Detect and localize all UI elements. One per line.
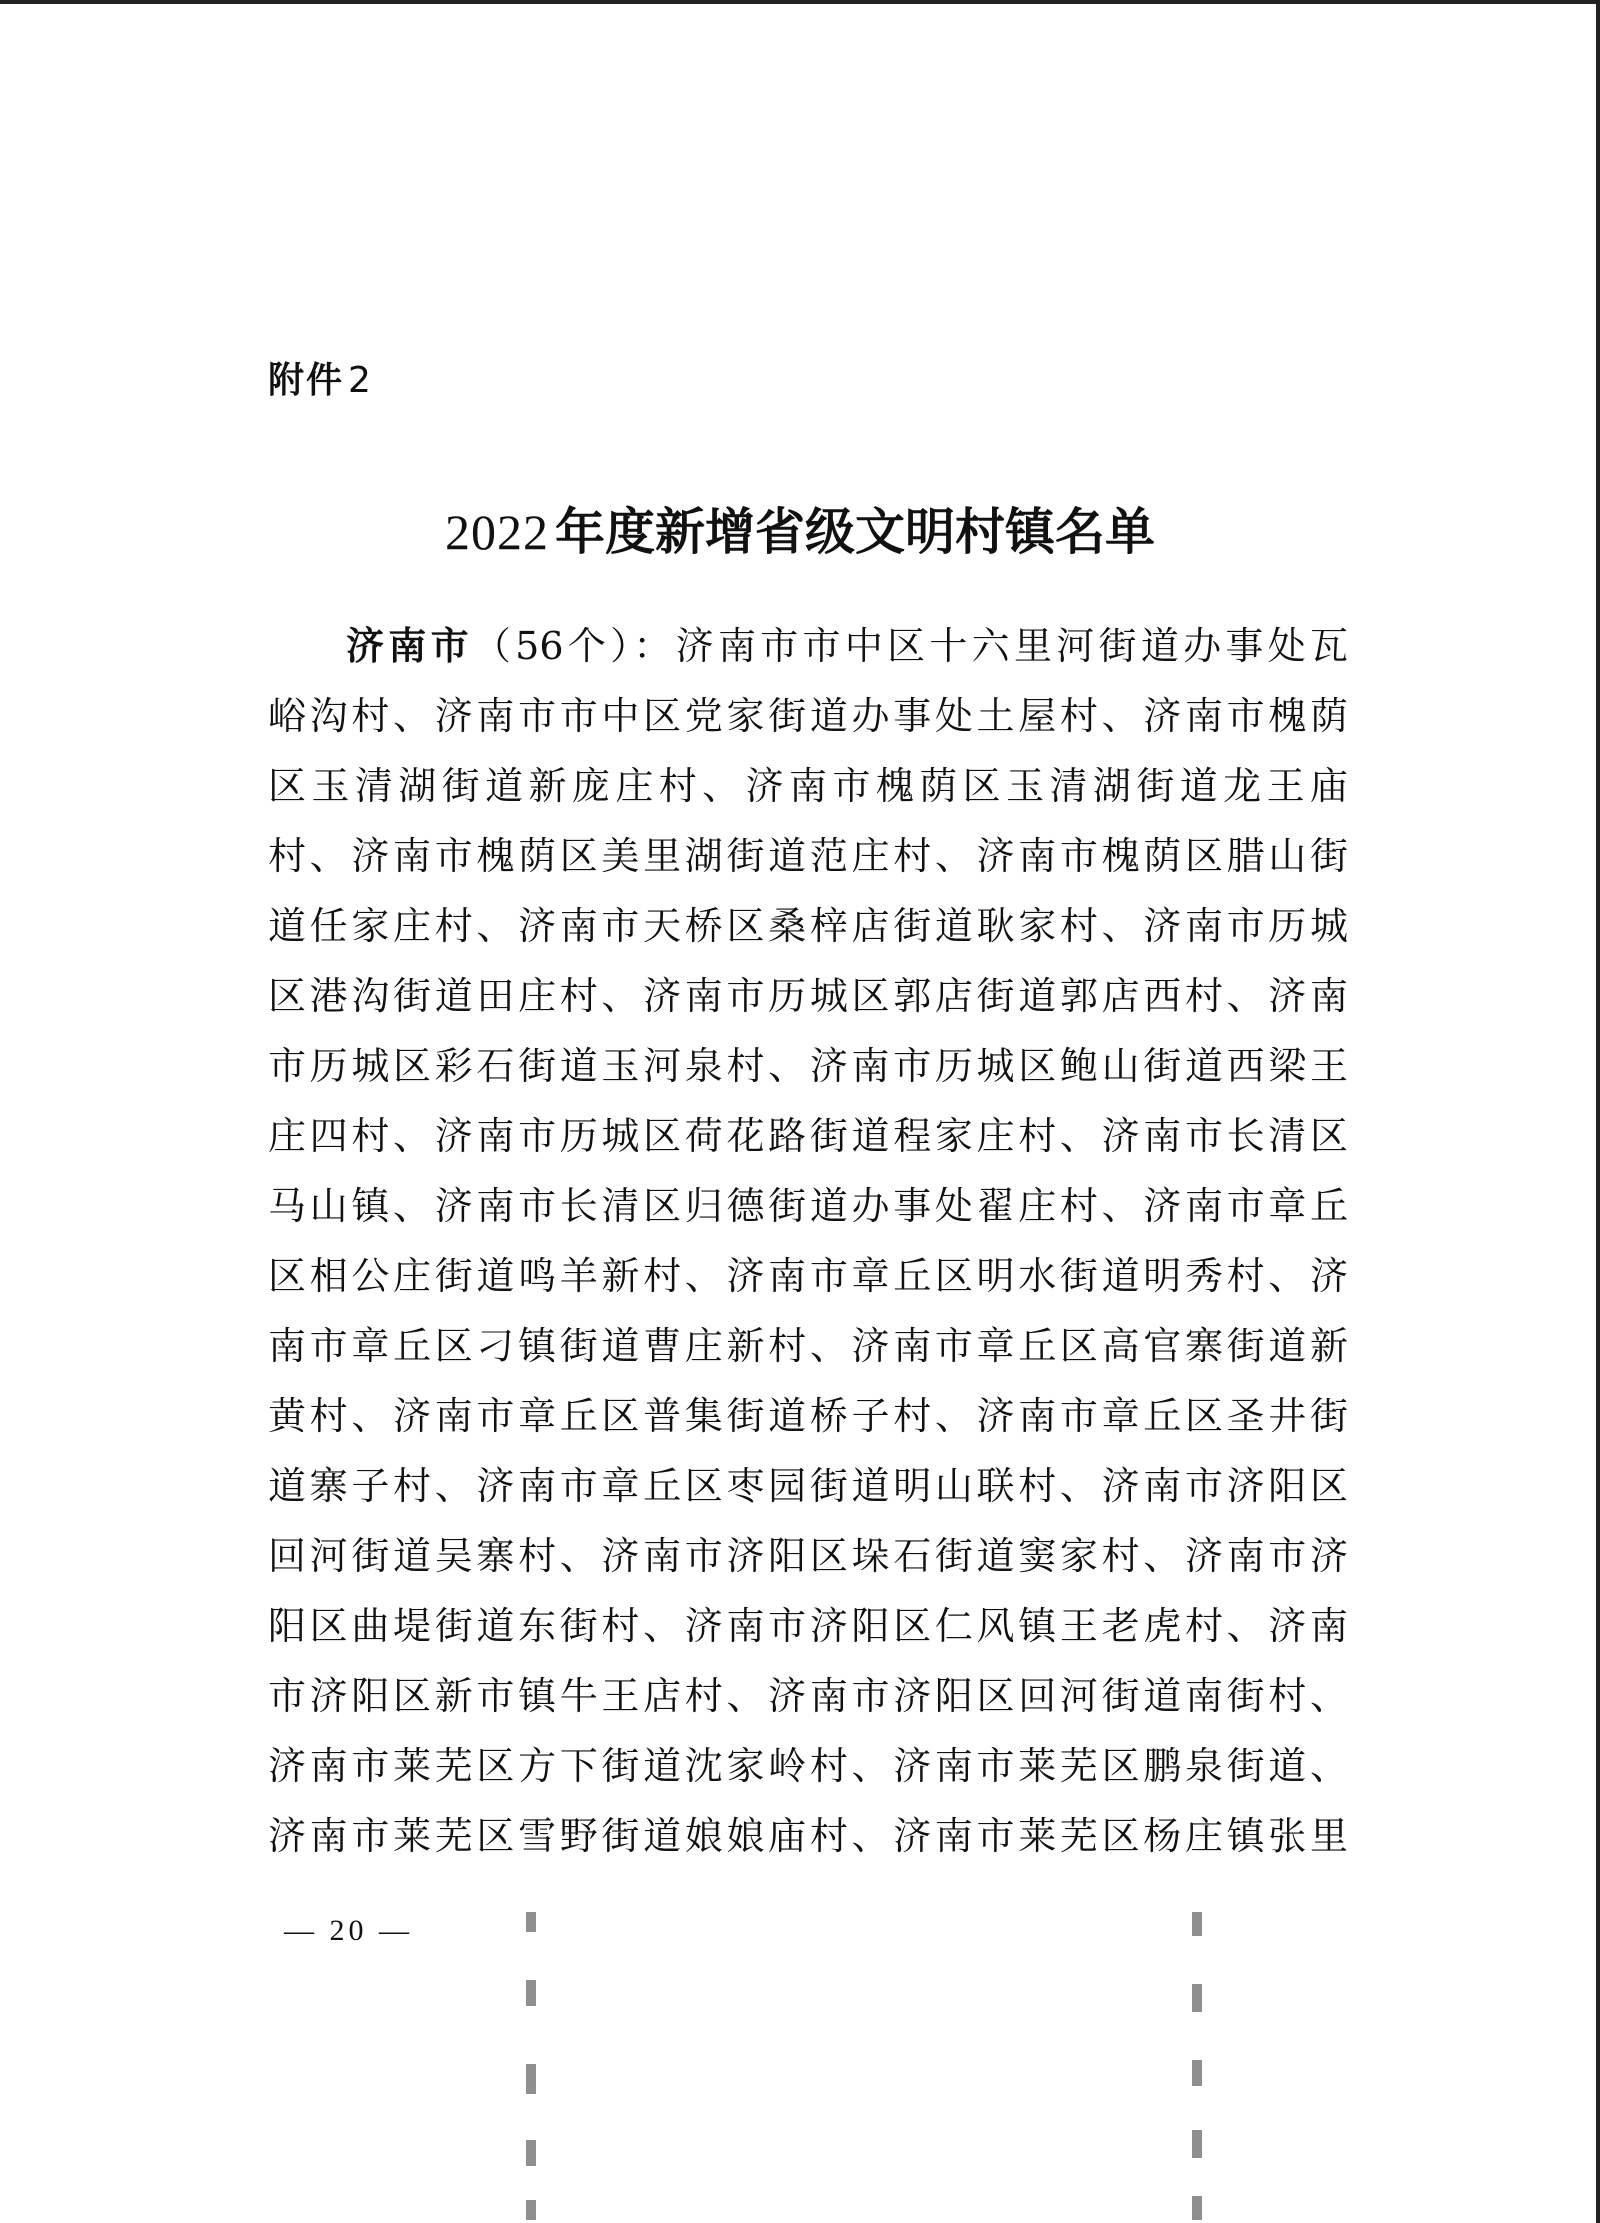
bleed-through-mark xyxy=(1192,1912,1202,1936)
body-line-13: 道寨子村、济南市章丘区枣园街道明山联村、济南市济阳区 xyxy=(268,1464,1348,1508)
attachment-label-text: 附件 xyxy=(268,360,345,401)
document-title xyxy=(0,492,1600,564)
document-title-year: 2022 xyxy=(445,504,549,560)
bleed-through-mark xyxy=(526,2200,536,2220)
body-line-16: 市济阳区新市镇牛王店村、济南市济阳区回河街道南街村、 xyxy=(268,1674,1348,1718)
body-line-17: 济南市莱芜区方下街道沈家岭村、济南市莱芜区鹏泉街道、 xyxy=(268,1744,1348,1788)
body-line-7: 市历城区彩石街道玉河泉村、济南市历城区鲍山街道西梁王 xyxy=(268,1044,1348,1088)
section-city: 济南市 xyxy=(346,624,473,668)
body-line-2: 峪沟村、济南市市中区党家街道办事处土屋村、济南市槐荫 xyxy=(268,694,1348,738)
bleed-through-mark xyxy=(1192,1984,1202,2012)
bleed-through-mark xyxy=(526,1912,536,1932)
bleed-through-mark xyxy=(1192,2060,1202,2086)
body-line-6: 区港沟街道田庄村、济南市历城区郭店街道郭店西村、济南 xyxy=(268,974,1348,1018)
body-line-11: 南市章丘区刁镇街道曹庄新村、济南市章丘区高官寨街道新 xyxy=(268,1324,1348,1368)
body-line-8: 庄四村、济南市历城区荷花路街道程家庄村、济南市长清区 xyxy=(268,1114,1348,1158)
body-line-14: 回河街道吴寨村、济南市济阳区垛石街道窦家村、济南市济 xyxy=(268,1534,1348,1578)
page-edge-right xyxy=(1596,0,1600,2223)
body-line-3: 区玉清湖街道新庞庄村、济南市槐荫区玉清湖街道龙王庙 xyxy=(268,764,1348,808)
body-line-5: 道任家庄村、济南市天桥区桑梓店街道耿家村、济南市历城 xyxy=(268,904,1348,948)
body-line-18: 济南市莱芜区雪野街道娘娘庙村、济南市莱芜区杨庄镇张里 xyxy=(268,1814,1348,1858)
body-line-10: 区相公庄街道鸣羊新村、济南市章丘区明水街道明秀村、济 xyxy=(268,1254,1348,1298)
page-edge-top xyxy=(0,0,1600,4)
body-line-12: 黄村、济南市章丘区普集街道桥子村、济南市章丘区圣井街 xyxy=(268,1394,1348,1438)
document-title-text: 年度新增省级文明村镇名单 xyxy=(555,502,1155,561)
attachment-label xyxy=(268,352,373,403)
attachment-number: 2 xyxy=(348,360,373,401)
body-line-text: （56个）：济南市市中区十六里河街道办事处瓦 xyxy=(472,624,1348,668)
bleed-through-mark xyxy=(1192,2130,1202,2158)
page-number: — 20 — xyxy=(284,1914,413,1947)
bleed-through-mark xyxy=(526,2140,536,2166)
bleed-through-mark xyxy=(526,2064,536,2094)
body-line-9: 马山镇、济南市长清区归德街道办事处翟庄村、济南市章丘 xyxy=(268,1184,1348,1228)
body-line-15: 阳区曲堤街道东街村、济南市济阳区仁风镇王老虎村、济南 xyxy=(268,1604,1348,1648)
bleed-through-mark xyxy=(1192,2196,1202,2220)
body-line-4: 村、济南市槐荫区美里湖街道范庄村、济南市槐荫区腊山街 xyxy=(268,834,1348,878)
bleed-through-mark xyxy=(526,1980,536,2006)
body-line-1 xyxy=(346,616,1348,676)
